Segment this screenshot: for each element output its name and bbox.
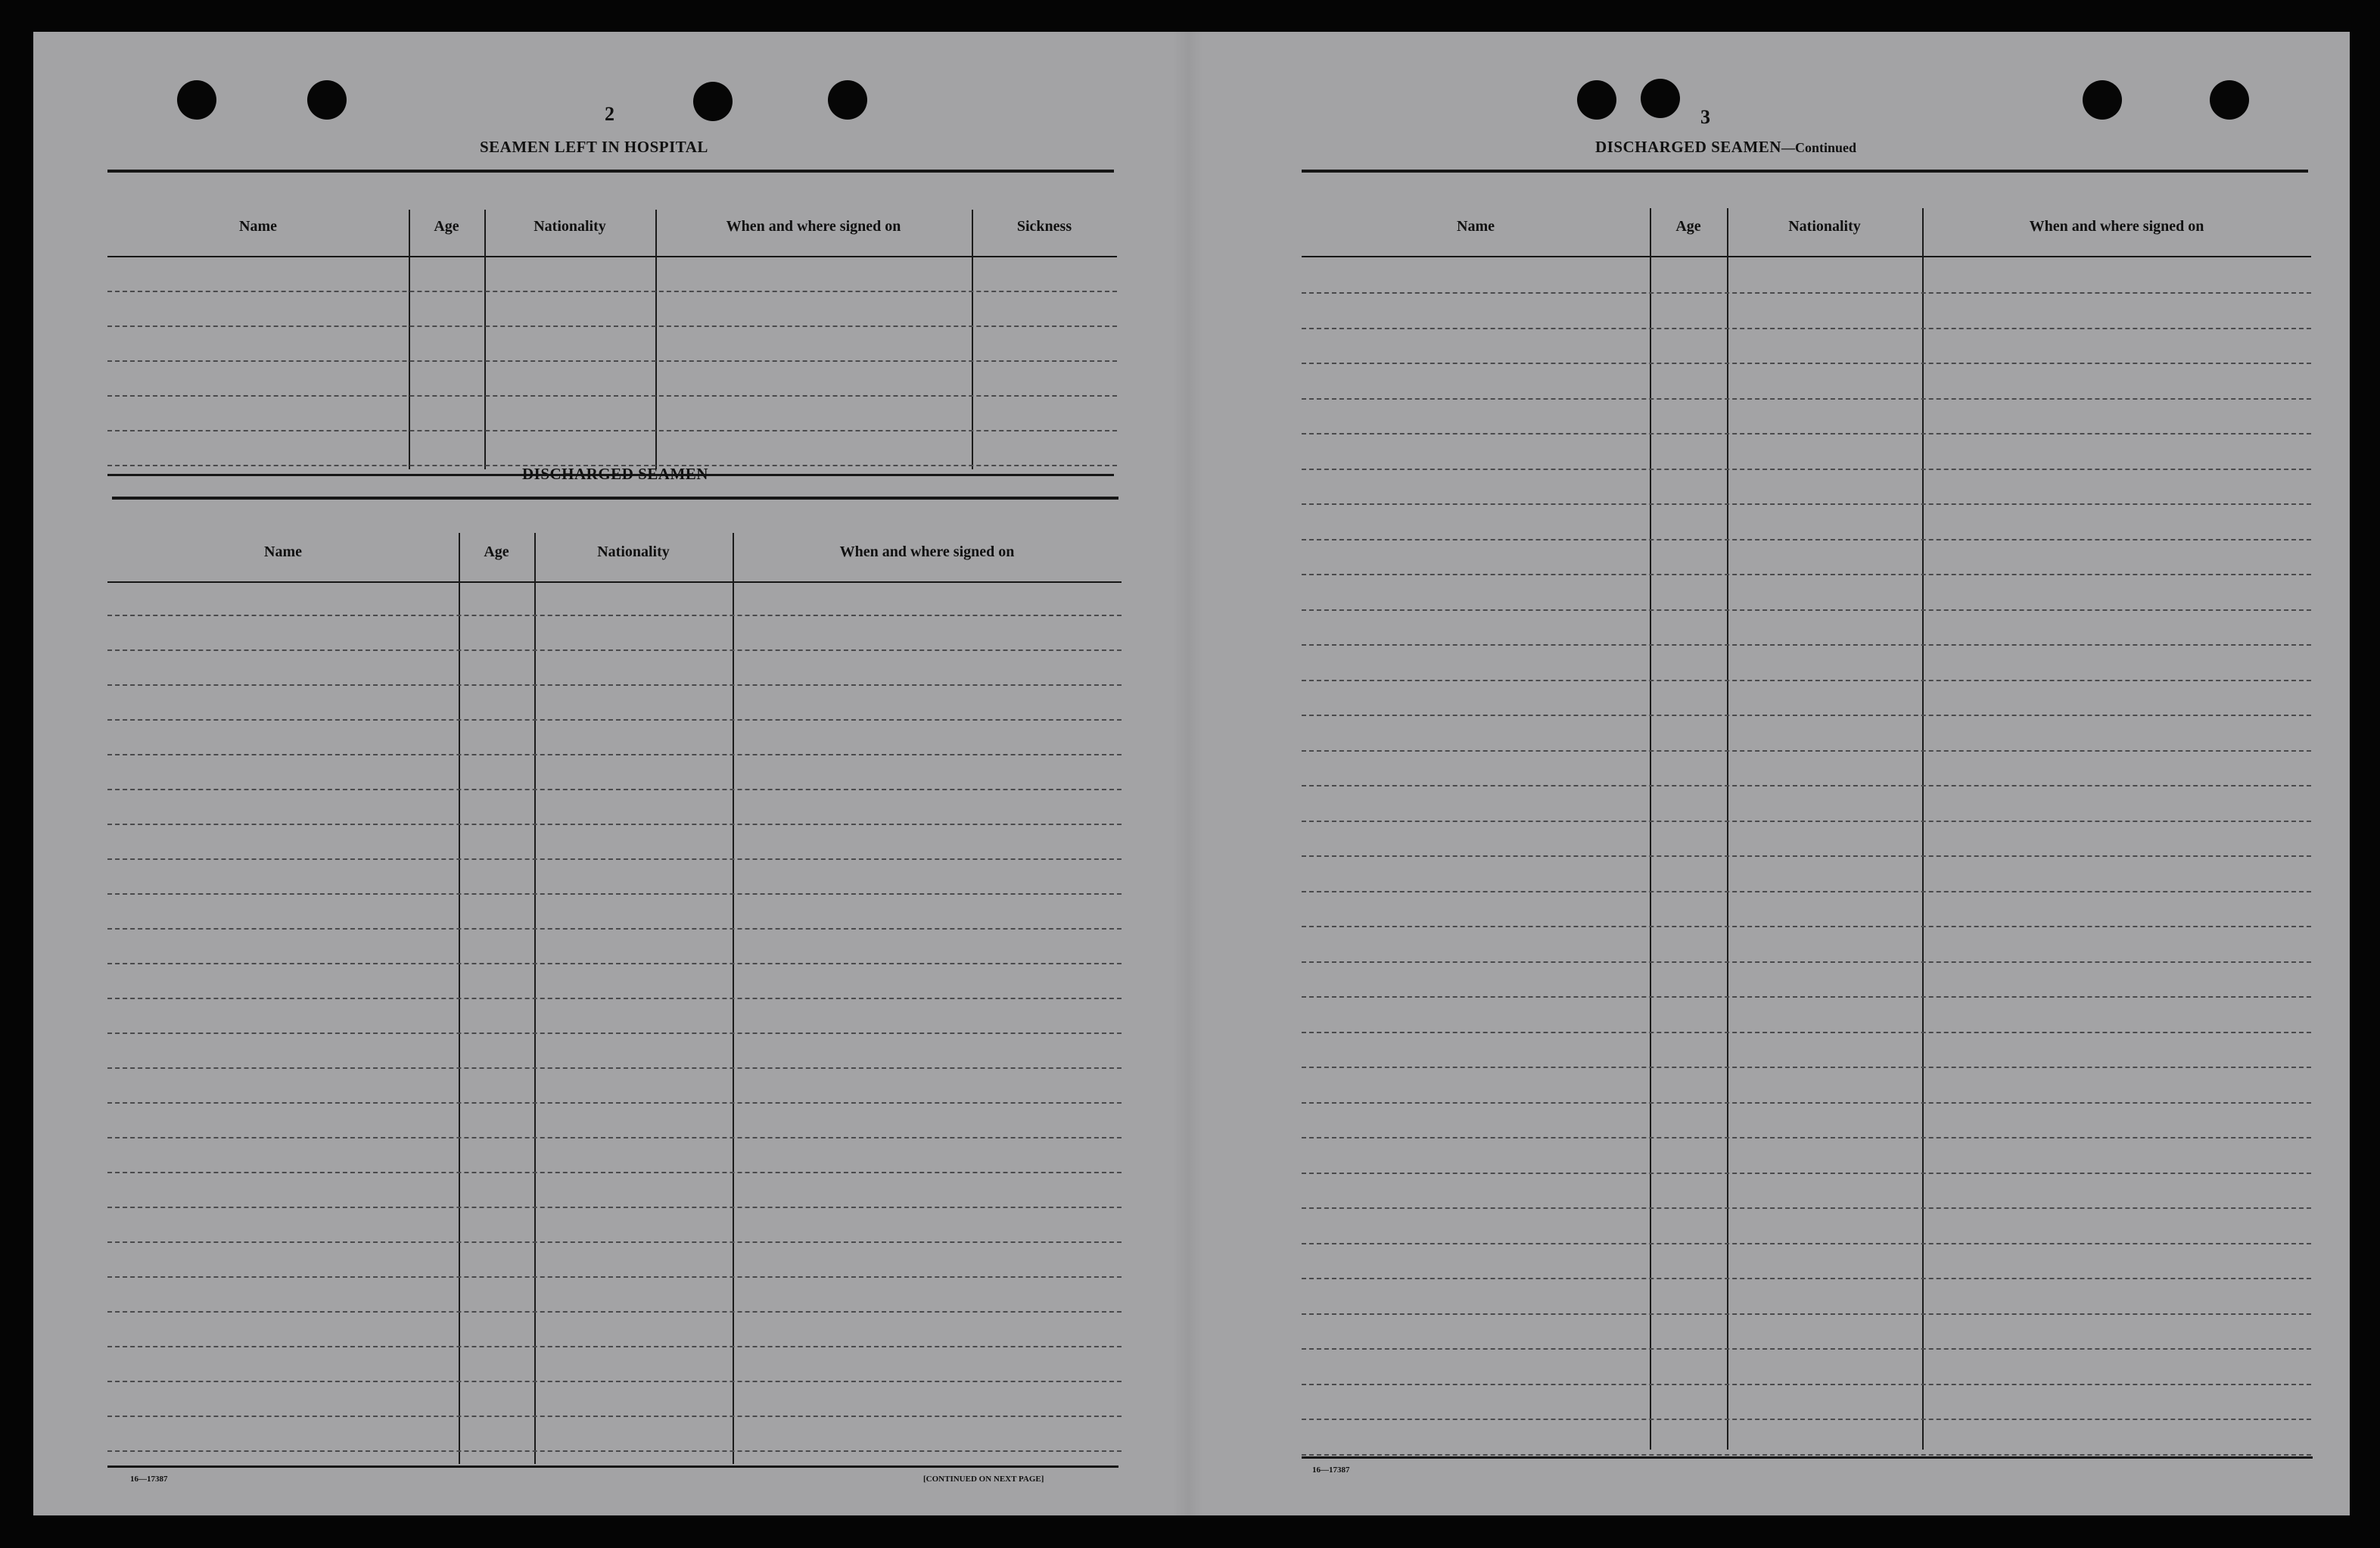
table-row-line — [107, 395, 1117, 397]
table-row-line — [1302, 1032, 2311, 1033]
hospital-top-rule — [107, 170, 1114, 173]
table-row-line — [1302, 503, 2311, 505]
discharged-continued-bottom-rule — [1302, 1456, 2313, 1459]
column-header-nationality: Nationality — [1788, 218, 1861, 235]
punch-hole — [828, 80, 867, 120]
discharged-continued-title — [1595, 138, 1856, 157]
punch-hole — [307, 80, 347, 120]
table-row-line — [1302, 715, 2311, 716]
punch-hole — [1641, 79, 1680, 118]
discharged-bottom-rule — [107, 1465, 1118, 1468]
table-row-line — [1302, 1173, 2311, 1174]
table-row-line — [107, 1067, 1122, 1069]
table-row-line — [1302, 855, 2311, 857]
punch-hole — [177, 80, 216, 120]
column-header-nationality: Nationality — [597, 544, 670, 560]
continued-note: [CONTINUED ON NEXT PAGE] — [923, 1475, 1044, 1484]
table-row-line — [1302, 1454, 2311, 1456]
table-row-line — [1302, 644, 2311, 646]
table-row-line — [1302, 539, 2311, 540]
table-row-line — [107, 1276, 1122, 1278]
table-row-line — [1302, 821, 2311, 822]
table-row-line — [107, 1311, 1122, 1313]
table-row-line — [107, 1172, 1122, 1173]
column-header-nationality: Nationality — [534, 218, 606, 235]
table-row-line — [1302, 574, 2311, 575]
punch-hole — [2210, 80, 2249, 120]
discharged-continued-top-rule — [1302, 170, 2308, 173]
table-row-line — [1302, 1384, 2311, 1385]
table-row-line — [107, 684, 1122, 686]
table-row-line — [107, 963, 1122, 964]
table-row-line — [1302, 328, 2311, 329]
punch-hole — [1577, 80, 1616, 120]
table-row-line — [107, 1416, 1122, 1417]
column-header-sickness: Sickness — [1016, 218, 1072, 235]
table-row-line — [1302, 398, 2311, 400]
hospital-section-title: SEAMEN LEFT IN HOSPITAL — [480, 138, 708, 156]
table-row-line — [1302, 996, 2311, 998]
table-row-line — [1302, 363, 2311, 364]
column-header-name: Name — [1457, 218, 1495, 235]
table-row-line — [107, 1137, 1122, 1138]
discharged-continued-title-main: DISCHARGED SEAMEN — [1595, 138, 1781, 156]
table-row-line — [107, 1102, 1122, 1104]
right-page — [1191, 32, 2350, 1515]
table-row-line — [1302, 292, 2311, 294]
table-row-line — [107, 893, 1122, 895]
table-row-line — [107, 1381, 1122, 1382]
left-page — [33, 32, 1191, 1515]
column-header-signed-on: When and where signed on — [726, 218, 901, 235]
discharged-continued-title-suffix: —Continued — [1781, 140, 1856, 155]
table-row-line — [107, 1241, 1122, 1243]
table-row-line — [107, 1346, 1122, 1347]
table-row-line — [107, 325, 1117, 327]
table-row-line — [107, 1207, 1122, 1208]
column-header-name: Name — [264, 544, 302, 560]
header-bottom-rule — [1302, 256, 2311, 257]
table-row-line — [1302, 433, 2311, 434]
hospital-table — [107, 176, 1117, 469]
table-row-line — [107, 360, 1117, 362]
column-header-signed-on: When and where signed on — [2029, 218, 2204, 235]
table-row-line — [1302, 680, 2311, 681]
page-number: 2 — [605, 103, 614, 125]
table-row-line — [1302, 1137, 2311, 1138]
table-row-line — [1302, 1207, 2311, 1209]
table-row-line — [107, 858, 1122, 860]
table-row-line — [107, 928, 1122, 930]
discharged-table — [107, 501, 1122, 1464]
table-row-line — [1302, 1243, 2311, 1244]
table-row-line — [1302, 1348, 2311, 1350]
table-row-line — [107, 615, 1122, 616]
table-row-line — [107, 754, 1122, 755]
table-row-line — [1302, 785, 2311, 786]
table-row-line — [1302, 1102, 2311, 1104]
table-row-line — [1302, 961, 2311, 963]
table-row-line — [107, 291, 1117, 292]
column-header-age: Age — [484, 544, 509, 560]
scanned-document — [33, 32, 2350, 1515]
header-bottom-rule — [107, 256, 1117, 257]
table-row-line — [1302, 469, 2311, 470]
table-row-line — [1302, 1067, 2311, 1068]
column-divider — [1727, 208, 1728, 1450]
header-bottom-rule — [107, 581, 1122, 583]
table-row-line — [1302, 891, 2311, 892]
table-row-line — [107, 824, 1122, 825]
punch-hole — [693, 82, 733, 121]
discharged-top-rule — [112, 497, 1118, 500]
table-row-line — [107, 1450, 1122, 1452]
table-row-line — [1302, 609, 2311, 611]
page-number: 3 — [1700, 106, 1710, 128]
column-divider — [1650, 208, 1651, 1450]
discharged-section-title: DISCHARGED SEAMEN — [522, 465, 708, 483]
column-header-age: Age — [1675, 218, 1701, 235]
column-header-name: Name — [239, 218, 277, 235]
column-header-age: Age — [434, 218, 459, 235]
table-row-line — [107, 719, 1122, 721]
table-row-line — [107, 998, 1122, 999]
form-number: 16—17387 — [1312, 1465, 1350, 1475]
table-row-line — [107, 1033, 1122, 1034]
table-row-line — [107, 430, 1117, 431]
column-header-signed-on: When and where signed on — [839, 544, 1015, 560]
table-row-line — [107, 789, 1122, 790]
table-row-line — [1302, 750, 2311, 752]
discharged-continued-table — [1302, 174, 2311, 1453]
column-divider — [1922, 208, 1924, 1450]
table-row-line — [107, 649, 1122, 651]
punch-hole — [2083, 80, 2122, 120]
table-row-line — [1302, 1419, 2311, 1420]
table-row-line — [1302, 926, 2311, 927]
table-row-line — [1302, 1313, 2311, 1315]
form-number: 16—17387 — [130, 1475, 168, 1484]
table-row-line — [1302, 1278, 2311, 1279]
